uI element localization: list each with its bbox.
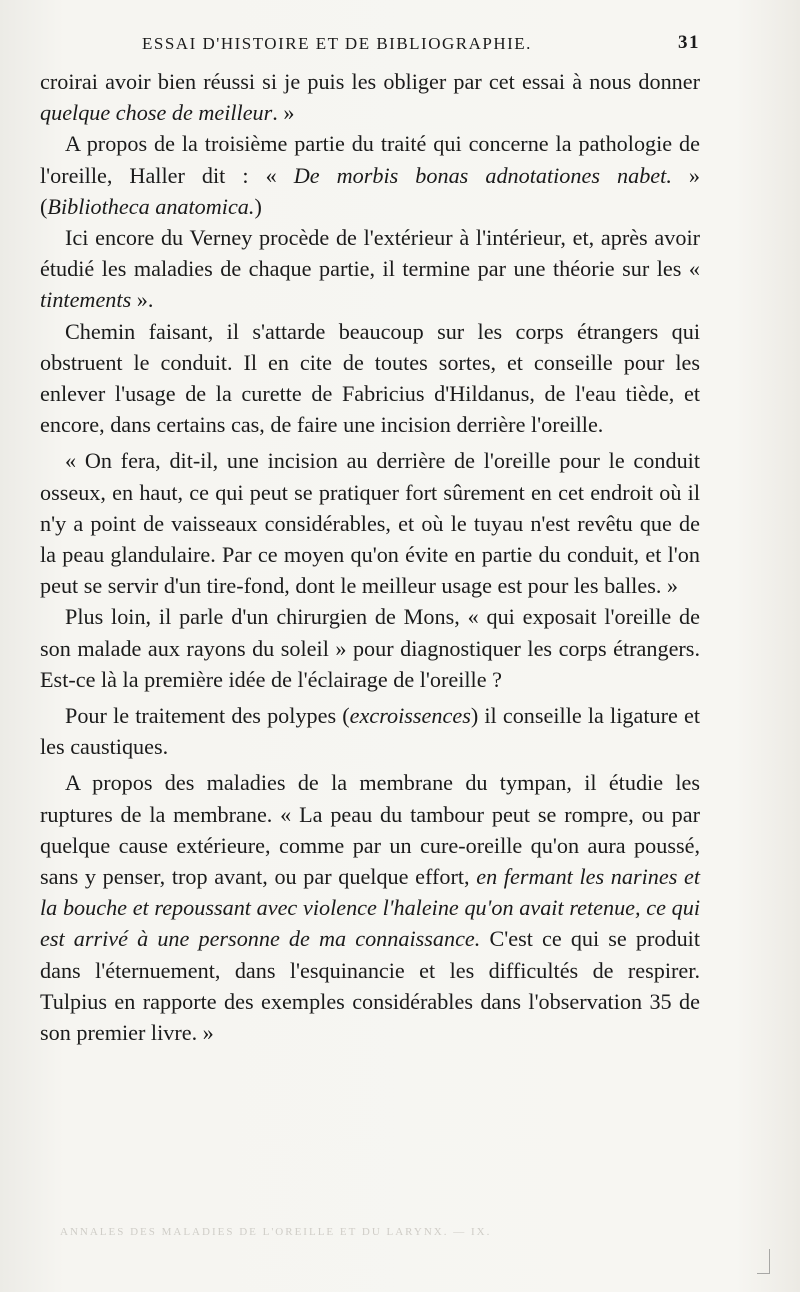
italic-segment: De morbis bonas adnotationes nabet. (293, 162, 672, 188)
text-segment: Ici encore du Verney procède de l'extérieur à l'intérieur, et, après avoir étudié les maladies de chaque partie, il termine par une théorie sur les « (40, 225, 700, 282)
paragraph-5 (40, 445, 700, 601)
paragraph-3 (40, 222, 700, 316)
text-segment: Plus loin, il parle d'un chirurgien de Mons, « qui exposait l'oreille de son malade aux rayons du soleil » pour diagnostiquer les corps étrangers. Est-ce là la première idée de l'éclairage de l'oreille ? (40, 604, 700, 692)
italic-segment: quelque chose de meilleur (40, 100, 273, 126)
italic-segment: Bibliotheca anatomica. (47, 193, 255, 219)
bleed-through-footer: ANNALES DES MALADIES DE L'OREILLE ET DU LARYNX. — IX. (60, 1226, 492, 1238)
text-segment: ». (131, 287, 154, 313)
page-corner-mark (757, 1249, 770, 1274)
text-segment: . » (272, 100, 295, 126)
paragraph-2 (40, 128, 700, 222)
paragraph-6 (40, 601, 700, 695)
paragraph-1 (40, 66, 700, 128)
italic-segment: tintements (40, 287, 132, 313)
text-segment: Pour le traitement des polypes ( (65, 703, 350, 729)
text-segment: A propos des maladies de la membrane du tympan, il étudie les ruptures de la membrane. « La peau du tambour peut se rompre, ou par quelque cause extérieure, comme par un cure-oreille qu'on aura poussé, sans y penser, trop avant, ou par quelque effort, (40, 770, 700, 890)
italic-segment: excroissences (349, 703, 471, 729)
paragraph-4 (40, 316, 700, 441)
text-segment: A propos de la troisième partie du traité qui concerne la pathologie de l'oreille, Haller dit : « (40, 131, 700, 188)
paragraph-8 (40, 767, 700, 1048)
page-number: 31 (678, 32, 700, 53)
paragraph-7 (40, 700, 700, 762)
text-segment: Chemin faisant, il s'attarde beaucoup sur les corps étrangers qui obstruent le conduit. Il en cite de toutes sortes, et conseille pour les enlever l'usage de la curette de Fabricius d'Hildanus, de l'eau tiède, et encore, dans certains cas, de faire une incision derrière l'oreille. (40, 318, 700, 438)
body-text (40, 66, 700, 1048)
text-segment: croirai avoir bien réussi si je puis les obliger par cet essai à nous donner (40, 69, 700, 94)
italic-segment: en fermant les narines et la bouche et repoussant avec violence l'haleine qu'on avait retenue, ce qui est arrivé à une personne de ma connaissance. (40, 864, 700, 952)
text-segment: C'est ce qui se produit dans l'éternuement, dans l'esquinancie et les difficultés de respirer. Tulpius en rapporte des exemples considérables dans l'observation 35 de son premier livre. » (40, 926, 700, 1046)
text-segment: « On fera, dit-il, une incision au derrière de l'oreille pour le conduit osseux, en haut, ce qui peut se pratiquer fort sûrement en cet endroit où il n'y a point de vaisseaux considérables, et où le tuyau n'est revêtu que de la peau glandulaire. Par ce moyen qu'on évite en partie du conduit, et l'on peut se servir d'un tire-fond, dont le meilleur usage est pour les balles. » (40, 448, 700, 599)
running-header (40, 30, 700, 60)
running-title: ESSAI D'HISTOIRE ET DE BIBLIOGRAPHIE. (142, 34, 532, 53)
text-segment: ) (254, 193, 262, 219)
text-segment: ) il conseille la ligature et les caustiques. (40, 703, 700, 760)
text-segment: » ( (40, 162, 701, 219)
